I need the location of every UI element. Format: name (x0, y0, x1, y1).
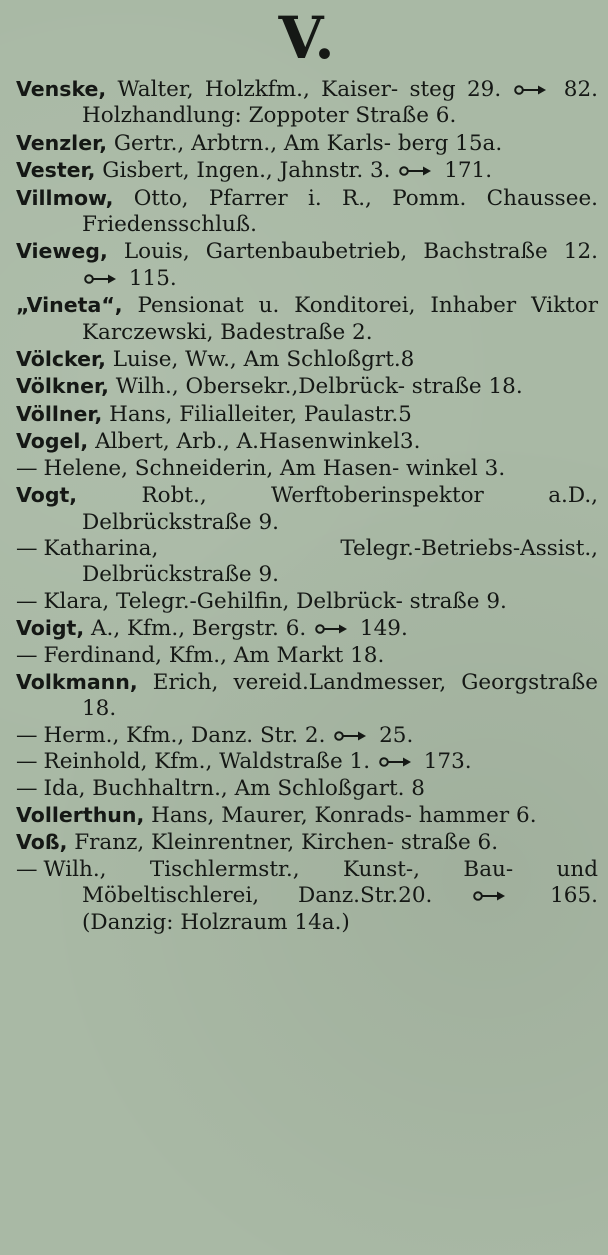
entry-surname: Voß, (16, 830, 68, 855)
directory-entry (16, 401, 598, 428)
continuation-dash: — (16, 535, 38, 561)
directory-entry (16, 346, 598, 373)
entry-details: Luise, Ww., Am Schloßgrt.8 (105, 347, 415, 373)
entry-details: Hans, Maurer, Konrads- hammer 6. (144, 802, 537, 828)
entry-details: Hans, Filialleiter, Paulastr.5 (102, 401, 412, 427)
entry-phone-and-extra: 115. (122, 265, 177, 291)
entry-details: Klara, Telegr.-Gehilfin, Delbrück- straße 9. (43, 588, 507, 614)
telephone-icon (84, 273, 118, 285)
continuation-dash: — (16, 722, 38, 748)
continuation-dash: — (16, 749, 38, 775)
directory-entry (16, 482, 598, 536)
entry-details: Franz, Kleinrentner, Kirchen- straße 6. (67, 830, 499, 856)
entry-details: Gertr., Arbtrn., Am Karls- berg 15a. (107, 130, 503, 156)
directory-entry (16, 157, 598, 184)
entry-surname: Vester, (16, 158, 96, 183)
entry-phone-and-extra: 149. (353, 616, 408, 642)
directory-entry (16, 802, 598, 829)
directory-entries (16, 76, 598, 936)
directory-entry (16, 185, 598, 239)
directory-entry (16, 669, 598, 723)
directory-entry (16, 238, 598, 292)
entry-details: Ida, Buchhaltrn., Am Schloßgart. 8 (43, 775, 425, 801)
entry-surname: Völcker, (16, 347, 106, 372)
entry-surname: Völlner, (16, 401, 103, 426)
entry-details: Herm., Kfm., Danz. Str. 2. (43, 722, 326, 748)
directory-entry (16, 130, 598, 157)
entry-details: Katharina, Telegr.-Betriebs-Assist., Delbrückstraße 9. (43, 535, 598, 588)
entry-details: Pensionat u. Konditorei, Inhaber Viktor Karczewski, Badestraße 2. (82, 293, 598, 345)
telephone-icon (399, 165, 433, 177)
entry-phone-and-extra: 82. Holzhandlung: Zoppoter Straße 6. (82, 77, 598, 129)
directory-entry (16, 428, 598, 455)
entry-details: Walter, Holzkfm., Kaiser- steg 29. (106, 77, 502, 102)
entry-surname: Völkner, (16, 374, 109, 399)
directory-entry (16, 643, 598, 669)
entry-phone-and-extra: 171. (437, 158, 493, 184)
entry-details: Albert, Arb., A.Hasenwinkel3. (88, 429, 421, 455)
entry-details: Ferdinand, Kfm., Am Markt 18. (43, 642, 385, 668)
entry-phone-and-extra: 173. (416, 749, 472, 775)
telephone-icon (315, 623, 349, 635)
directory-entry (16, 749, 598, 775)
directory-entry (16, 615, 598, 642)
directory-entry (16, 373, 598, 400)
entry-details: Gisbert, Ingen., Jahnstr. 3. (95, 158, 391, 184)
entry-details: Reinhold, Kfm., Waldstraße 1. (43, 749, 371, 775)
entry-details: Wilh., Obersekr.,Delbrück- straße 18. (108, 374, 523, 400)
telephone-icon (379, 756, 413, 768)
entry-surname: Villmow, (16, 185, 114, 210)
telephone-icon (514, 84, 548, 96)
continuation-dash: — (16, 588, 38, 614)
entry-surname: Vogel, (16, 429, 89, 454)
entry-surname: Venzler, (16, 130, 107, 155)
continuation-dash: — (16, 642, 38, 668)
continuation-dash: — (16, 856, 38, 882)
continuation-dash: — (16, 455, 38, 481)
directory-entry (16, 829, 598, 856)
entry-surname: Vollerthun, (16, 802, 145, 827)
entry-surname: Vieweg, (16, 239, 108, 264)
entry-details: Wilh., Tischlermstr., Kunst-, Bau- und Möbeltischlerei, Danz.Str.20. (43, 856, 598, 909)
entry-surname: „Vineta“, (16, 293, 123, 318)
entry-surname: Volkmann, (16, 669, 138, 694)
entry-details: Louis, Gartenbaubetrieb, Bachstraße 12. (107, 239, 598, 265)
directory-entry (16, 536, 598, 589)
entry-surname: Venske, (16, 77, 107, 101)
telephone-icon (334, 730, 368, 742)
directory-entry (16, 456, 598, 482)
entry-surname: Vogt, (16, 483, 78, 508)
entry-details: A., Kfm., Bergstr. 6. (84, 616, 307, 642)
directory-entry (16, 292, 598, 346)
directory-entry (16, 589, 598, 615)
directory-entry (16, 723, 598, 749)
continuation-dash: — (16, 775, 38, 801)
section-letter-heading: V. (278, 4, 336, 72)
entry-details: Robt., Werftoberinspektor a.D., Delbrückstraße 9. (77, 483, 598, 535)
entry-phone-and-extra: 25. (372, 722, 414, 748)
entry-details: Erich, vereid.Landmesser, Georgstraße 18. (82, 669, 598, 722)
entry-details: Helene, Schneiderin, Am Hasen- winkel 3. (43, 455, 506, 481)
entry-surname: Voigt, (16, 616, 85, 641)
telephone-icon (473, 890, 507, 902)
entry-phone-and-extra: 165. (Danzig: Holzraum 14a.) (82, 883, 598, 935)
directory-entry (16, 76, 598, 130)
directory-entry (16, 857, 598, 936)
entry-details: Otto, Pfarrer i. R., Pomm. Chaussee. Friedensschluß. (82, 185, 598, 238)
directory-entry (16, 776, 598, 802)
